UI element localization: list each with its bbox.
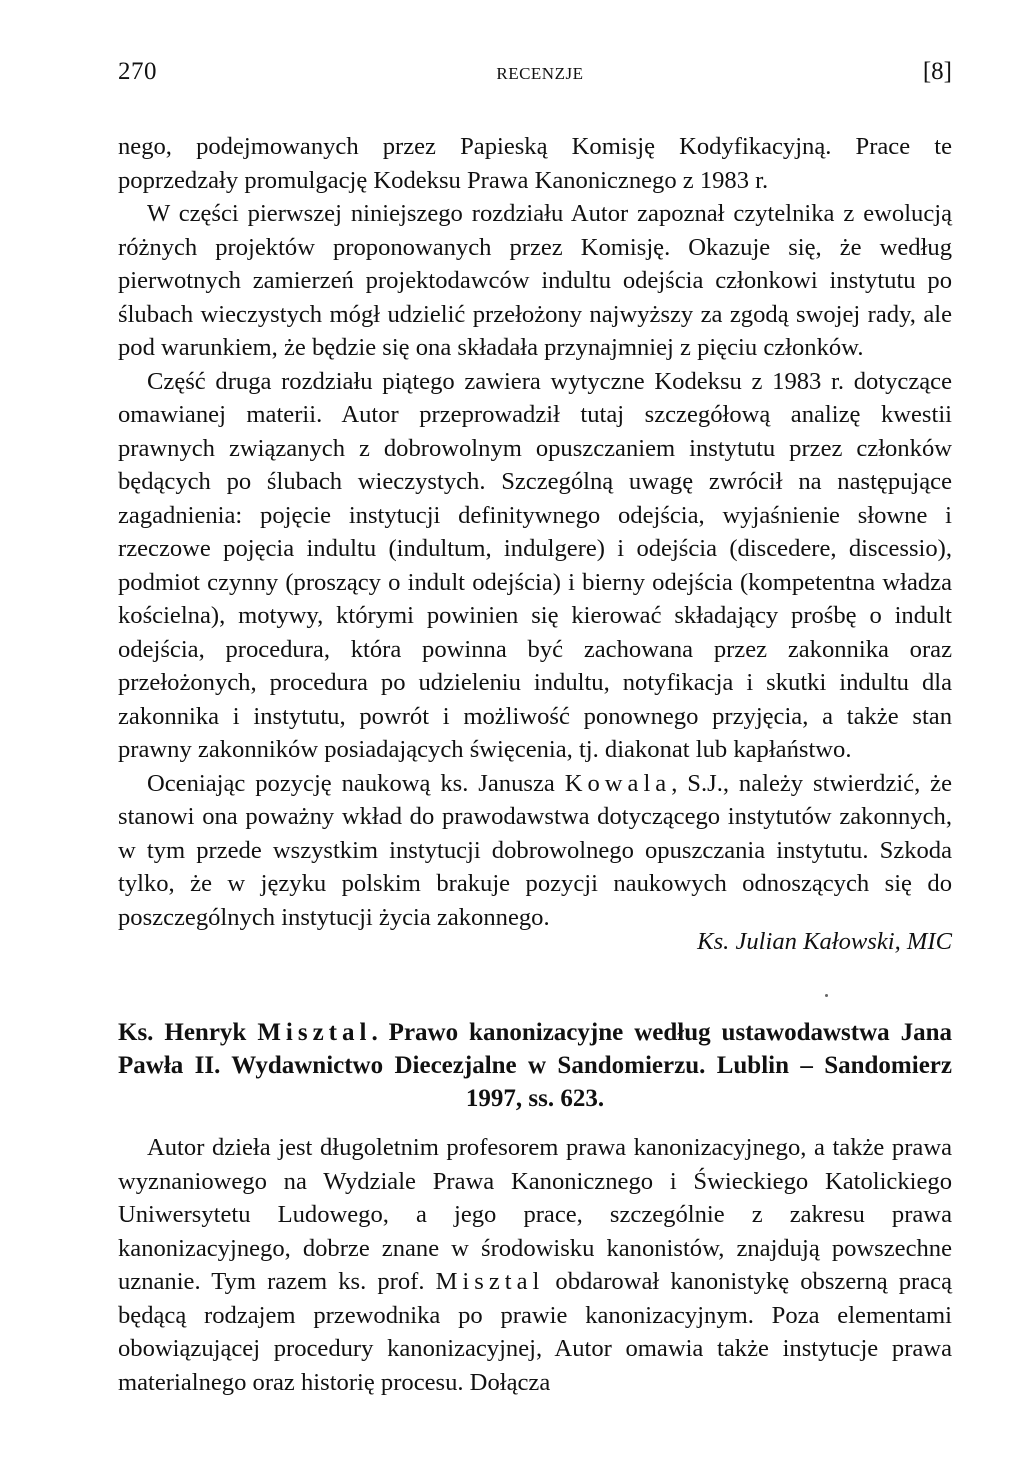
- review-2-text-end: obdarował kanonistykę obszerną pracą będącą rodzajem przewodnika po prawie kanonizacyjnym. Poza elementami obowiązującej procedury kanonizacyjnej, Autor omawia także instytucje prawa materialnego oraz historię procesu. Dołącza: [118, 1268, 952, 1396]
- section-number: [8]: [922, 58, 952, 85]
- review-2-text-start: Autor dzieła jest długoletnim profesorem prawa kanonizacyjnego, a także prawa wyznaniowego na Wydziale Prawa Kanonicznego i Świeckiego Katolickiego Uniwersytetu Ludowego, a jego prace, szczególnie z zakresu prawa kanonizacyjnego, dobrze znane w środowisku kanonistów, znajdują powszechne uznanie. Tym razem ks. prof.: [118, 1134, 952, 1295]
- review-1-body: [118, 130, 952, 934]
- stray-dot: [825, 994, 828, 997]
- review-2-body: [118, 1131, 952, 1399]
- running-head: [118, 58, 952, 94]
- review-1-paragraph-2: W części pierwszej niniejszego rozdziału Autor zapoznał czytelnika z ewolucją różnych projektów proponowanych przez Komisję. Okazuje się, że według pierwotnych zamierzeń projektodawców indultu odejścia członkowi instytutu po ślubach wieczystych mógł udzielić przełożony najwyższy za zgodą swojej rady, ale pod warunkiem, że będzie się ona składała przynajmniej z pięciu członków.: [118, 200, 952, 361]
- book-author-prefix: Ks. Henryk: [118, 1019, 258, 1046]
- review-1-paragraph-3: Część druga rozdziału piątego zawiera wytyczne Kodeksu z 1983 r. dotyczące omawianej materii. Autor przeprowadził tutaj szczegółową analizę kwestii prawnych związanych z dobrowolnym opuszczaniem instytutu przez członków będących po ślubach wieczystych. Szczególną uwagę zwrócił na następujące zagadnienia: pojęcie instytucji definitywnego odejścia, wyjaśnienie słowne i rzeczowe pojęcia indultu (indultum, indulgere) i odejścia (discedere, discessio), podmiot czynny (proszący o indult odejścia) i bierny odejścia (kompetentna władza kościelna), motywy, którymi powinien się kierować składający prośbę o indult odejścia, procedura, która powinna być zachowana przez zakonnika oraz przełożonych, procedura po udzieleniu indultu, notyfikacja i skutki indultu dla zakonnika i instytutu, powrót i możliwość ponownego przyjęcia, a także stan prawny zakonników posiadających święcenia, tj. diakonat lub kapłaństwo.: [118, 367, 952, 763]
- book-author-surname: Misztal: [257, 1019, 372, 1046]
- page-number: 270: [118, 58, 157, 85]
- paragraph-4-text-end: , S.J., należy stwierdzić, że stanowi ona poważny wkład do prawodawstwa dotyczącego instytutów zakonnych, w tym przede wszystkim instytucji dobrowolnego opuszczania instytutu. Szkoda tylko, że w języku polskim brakuje pozycji naukowych odnoszących się do poszczególnych instytucji życia zakonnego.: [118, 769, 953, 931]
- review-1-paragraph-4: [118, 767, 952, 935]
- reviewer-signature: Ks. Julian Kałowski, MIC: [697, 928, 952, 955]
- book-title-rest: . Prawo kanonizacyjne według ustawodawstwa Jana Pawła II. Wydawnictwo Diecezjalne w Sandomierzu. Lublin – Sandomierz 1997, ss. 623.: [118, 1019, 953, 1112]
- review-2-paragraph-1: [118, 1131, 952, 1399]
- author-surname-kowal: Kowala: [564, 769, 672, 797]
- review-2-book-title: [118, 1016, 952, 1115]
- paragraph-4-text-start: Oceniając pozycję naukową ks. Janusza: [147, 769, 565, 797]
- author-surname-misztal: Misztal: [435, 1268, 545, 1295]
- review-1-paragraph-1: nego, podejmowanych przez Papieską Komisję Kodyfikacyjną. Prace te poprzedzały promulgację Kodeksu Prawa Kanonicznego z 1983 r.: [118, 133, 952, 194]
- running-title: RECENZJE: [496, 64, 584, 83]
